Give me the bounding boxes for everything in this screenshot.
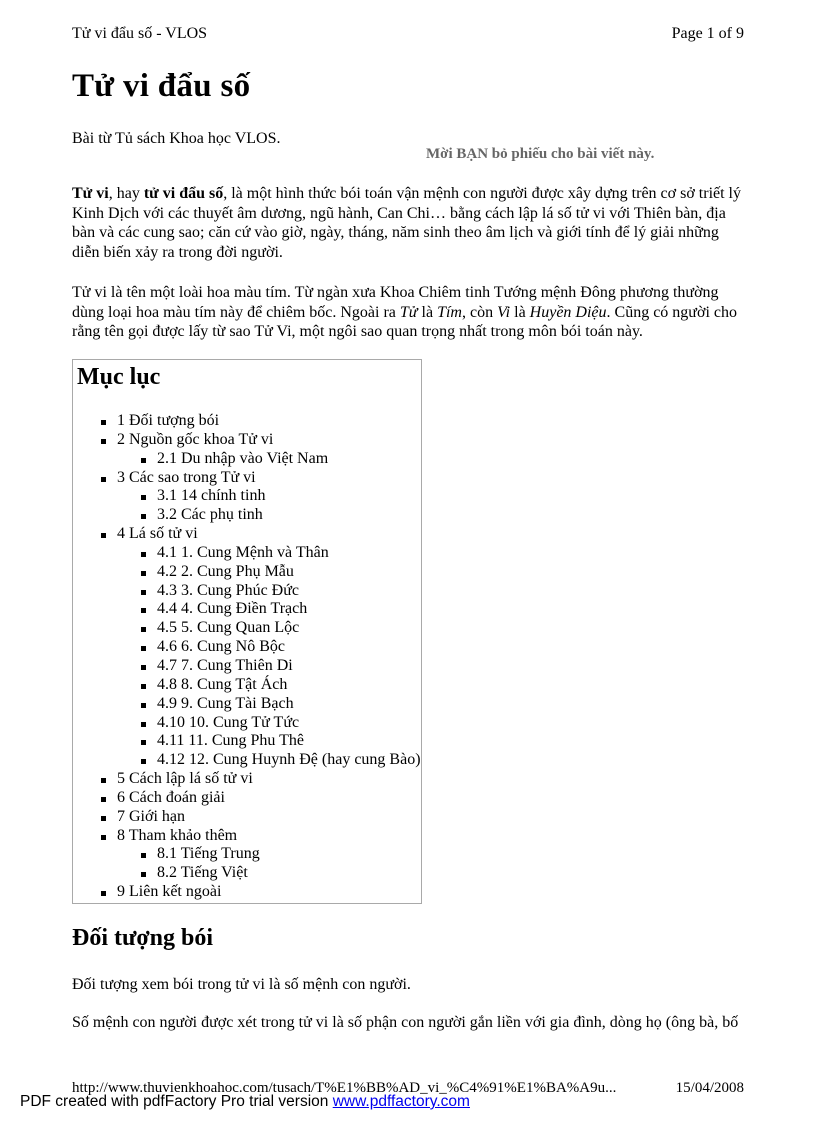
bullet-icon [141, 759, 146, 764]
page-number: Page 1 of 9 [671, 25, 744, 42]
toc-subitem[interactable]: 4.8 8. Cung Tật Ách [141, 676, 421, 695]
section-heading: Đối tượng bói [72, 925, 214, 951]
source-line: Bài từ Tủ sách Khoa học VLOS. [72, 130, 281, 147]
toc-subitem[interactable]: 3.1 14 chính tinh [141, 487, 421, 506]
section-paragraph-2: Số mệnh con người được xét trong tử vi là số phận con người gắn liền với gia đình, dòng họ (ông bà, bố [72, 1014, 739, 1031]
bullet-icon [141, 853, 146, 858]
bullet-icon [101, 778, 106, 783]
toc-item[interactable]: 6 Cách đoán giải [101, 789, 421, 808]
toc-subitem[interactable]: 3.2 Các phụ tinh [141, 506, 421, 525]
bullet-icon [101, 420, 106, 425]
toc-item[interactable]: 2 Nguồn gốc khoa Tử vi [101, 431, 421, 450]
toc-subitem[interactable]: 4.9 9. Cung Tài Bạch [141, 695, 421, 714]
bullet-icon [141, 740, 146, 745]
toc-item[interactable]: 5 Cách lập lá số tử vi [101, 770, 421, 789]
toc-title: Mục lục [77, 364, 161, 390]
table-of-contents [72, 359, 422, 904]
vote-link[interactable]: Mời BẠN bỏ phiếu cho bài viết này. [426, 146, 655, 162]
bullet-icon [101, 439, 106, 444]
bullet-icon [141, 590, 146, 595]
toc-subitem[interactable]: 2.1 Du nhập vào Việt Nam [141, 450, 421, 469]
toc-subitem[interactable]: 4.11 11. Cung Phu Thê [141, 732, 421, 751]
bullet-icon [141, 458, 146, 463]
bullet-icon [141, 571, 146, 576]
intro-paragraph: Tử vi, hay tử vi đẩu số, là một hình thức bói toán vận mệnh con người được xây dựng trên cơ sở triết lý Kinh Dịch với các thuyết âm dương, ngũ hành, Can Chi… bằng cách lập lá số tử vi với Thiên bàn, địa bàn và các cung sao; căn cứ vào giờ, ngày, tháng, năm sinh theo âm lịch và giới tính để lý giải những diễn biến xảy ra trong đời người. [72, 185, 741, 261]
toc-item[interactable]: 3 Các sao trong Tử vi [101, 469, 421, 488]
toc-item[interactable]: 7 Giới hạn [101, 808, 421, 827]
toc-item[interactable]: 9 Liên kết ngoài [101, 883, 421, 902]
toc-subitem[interactable]: 4.4 4. Cung Điền Trạch [141, 600, 421, 619]
toc-subitem[interactable]: 4.2 2. Cung Phụ Mẫu [141, 563, 421, 582]
section-paragraph-1: Đối tượng xem bói trong tử vi là số mệnh con người. [72, 976, 411, 993]
toc-subitem[interactable]: 4.6 6. Cung Nô Bộc [141, 638, 421, 657]
bullet-icon [141, 646, 146, 651]
term-tu-vi[interactable]: Tử vi [72, 185, 109, 202]
toc-subitem[interactable]: 4.1 1. Cung Mệnh và Thân [141, 544, 421, 563]
header-title: Tử vi đẩu số - VLOS [72, 25, 208, 42]
toc-subitem[interactable]: 8.1 Tiếng Trung [141, 845, 421, 864]
toc-subitem[interactable]: 8.2 Tiếng Việt [141, 864, 421, 883]
toc-subitem[interactable]: 4.7 7. Cung Thiên Di [141, 657, 421, 676]
bullet-icon [141, 684, 146, 689]
bullet-icon [141, 703, 146, 708]
bullet-icon [141, 514, 146, 519]
toc-subitem[interactable]: 4.12 12. Cung Huynh Đệ (hay cung Bào) [141, 751, 421, 770]
toc-subitem[interactable]: 4.3 3. Cung Phúc Đức [141, 582, 421, 601]
term-tu-vi-dau-so: tử vi đẩu số [143, 185, 224, 202]
etymology-paragraph: Tử vi là tên một loài hoa màu tím. Từ ngàn xưa Khoa Chiêm tinh Tướng mệnh Đông phương thường dùng loại hoa màu tím này để chiêm bốc. Ngoài ra Tử là Tím, còn Vi là Huyền Diệu. Cũng có người cho rằng tên gọi được lấy từ sao Tử Vi, một ngôi sao quan trọng nhất trong môn bói toán này. [72, 284, 737, 340]
toc-list [101, 412, 421, 902]
bullet-icon [141, 608, 146, 613]
toc-item[interactable]: 8 Tham khảo thêm [101, 827, 421, 846]
bullet-icon [101, 477, 106, 482]
bullet-icon [101, 891, 106, 896]
footer-date: 15/04/2008 [675, 1080, 744, 1096]
bullet-icon [141, 627, 146, 632]
footer-url: http://www.thuvienkhoahoc.com/tusach/T%E1%BB%AD_vi_%C4%91%E1%BA%A9u... [72, 1080, 617, 1096]
pdffactory-link[interactable]: www.pdffactory.com [332, 1093, 470, 1110]
page-title: Tử vi đẩu số [72, 68, 251, 104]
bullet-icon [101, 797, 106, 802]
bullet-icon [141, 722, 146, 727]
bullet-icon [141, 552, 146, 557]
toc-subitem[interactable]: 4.10 10. Cung Tử Tức [141, 714, 421, 733]
bullet-icon [141, 495, 146, 500]
bullet-icon [101, 835, 106, 840]
bullet-icon [101, 816, 106, 821]
pdf-watermark: PDF created with pdfFactory Pro trial version www.pdffactory.com [20, 1093, 470, 1110]
toc-subitem[interactable]: 4.5 5. Cung Quan Lộc [141, 619, 421, 638]
bullet-icon [101, 533, 106, 538]
bullet-icon [141, 872, 146, 877]
toc-item[interactable]: 1 Đối tượng bói [101, 412, 421, 431]
toc-item[interactable]: 4 Lá số tử vi [101, 525, 421, 544]
bullet-icon [141, 665, 146, 670]
